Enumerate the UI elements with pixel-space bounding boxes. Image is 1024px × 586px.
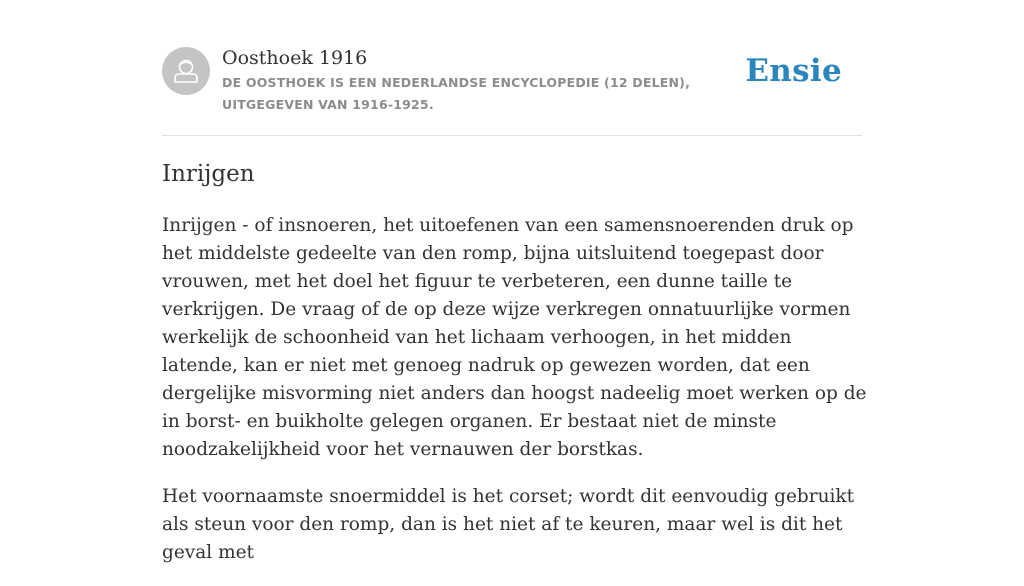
ensie-logo[interactable]: Ensie (745, 53, 842, 89)
avatar[interactable] (162, 47, 210, 95)
source-description: DE OOSTHOEK IS EEN NEDERLANDSE ENCYCLOPEDIE (12 DELEN), UITGEGEVEN VAN 1916-1925. (222, 75, 691, 112)
user-icon (162, 47, 210, 95)
source-title[interactable]: Oosthoek 1916 (222, 47, 368, 69)
source-header (162, 46, 862, 136)
article-paragraph: Inrijgen - of insnoeren, het uitoefenen van een samensnoerenden druk op het middelste gedeelte van den romp, bijna uitsluitend toegepast door vrouwen, met het doel het figuur te verbeteren, een dunne taille te verkrijgen. De vraag of de op deze wijze verkregen onnatuurlijke vormen werkelijk de schoonheid van het lichaam verhoogen, in het midden latende, kan er niet met genoeg nadruk op gewezen worden, dat een dergelijke misvorming niet anders dan hoogst nadeelig moet werken op de in borst- en buikholte gelegen organen. Er bestaat niet de minste noodzakelijkheid voor het vernauwen der borstkas. (162, 215, 867, 460)
article-paragraph: Het voornaamste snoermiddel is het corset; wordt dit eenvoudig gebruikt als steun voor den romp, dan is het niet af te keuren, maar wel is dit het geval met (162, 486, 855, 563)
article-body (162, 212, 872, 586)
article-title: Inrijgen (162, 161, 255, 187)
header-divider (162, 135, 862, 136)
